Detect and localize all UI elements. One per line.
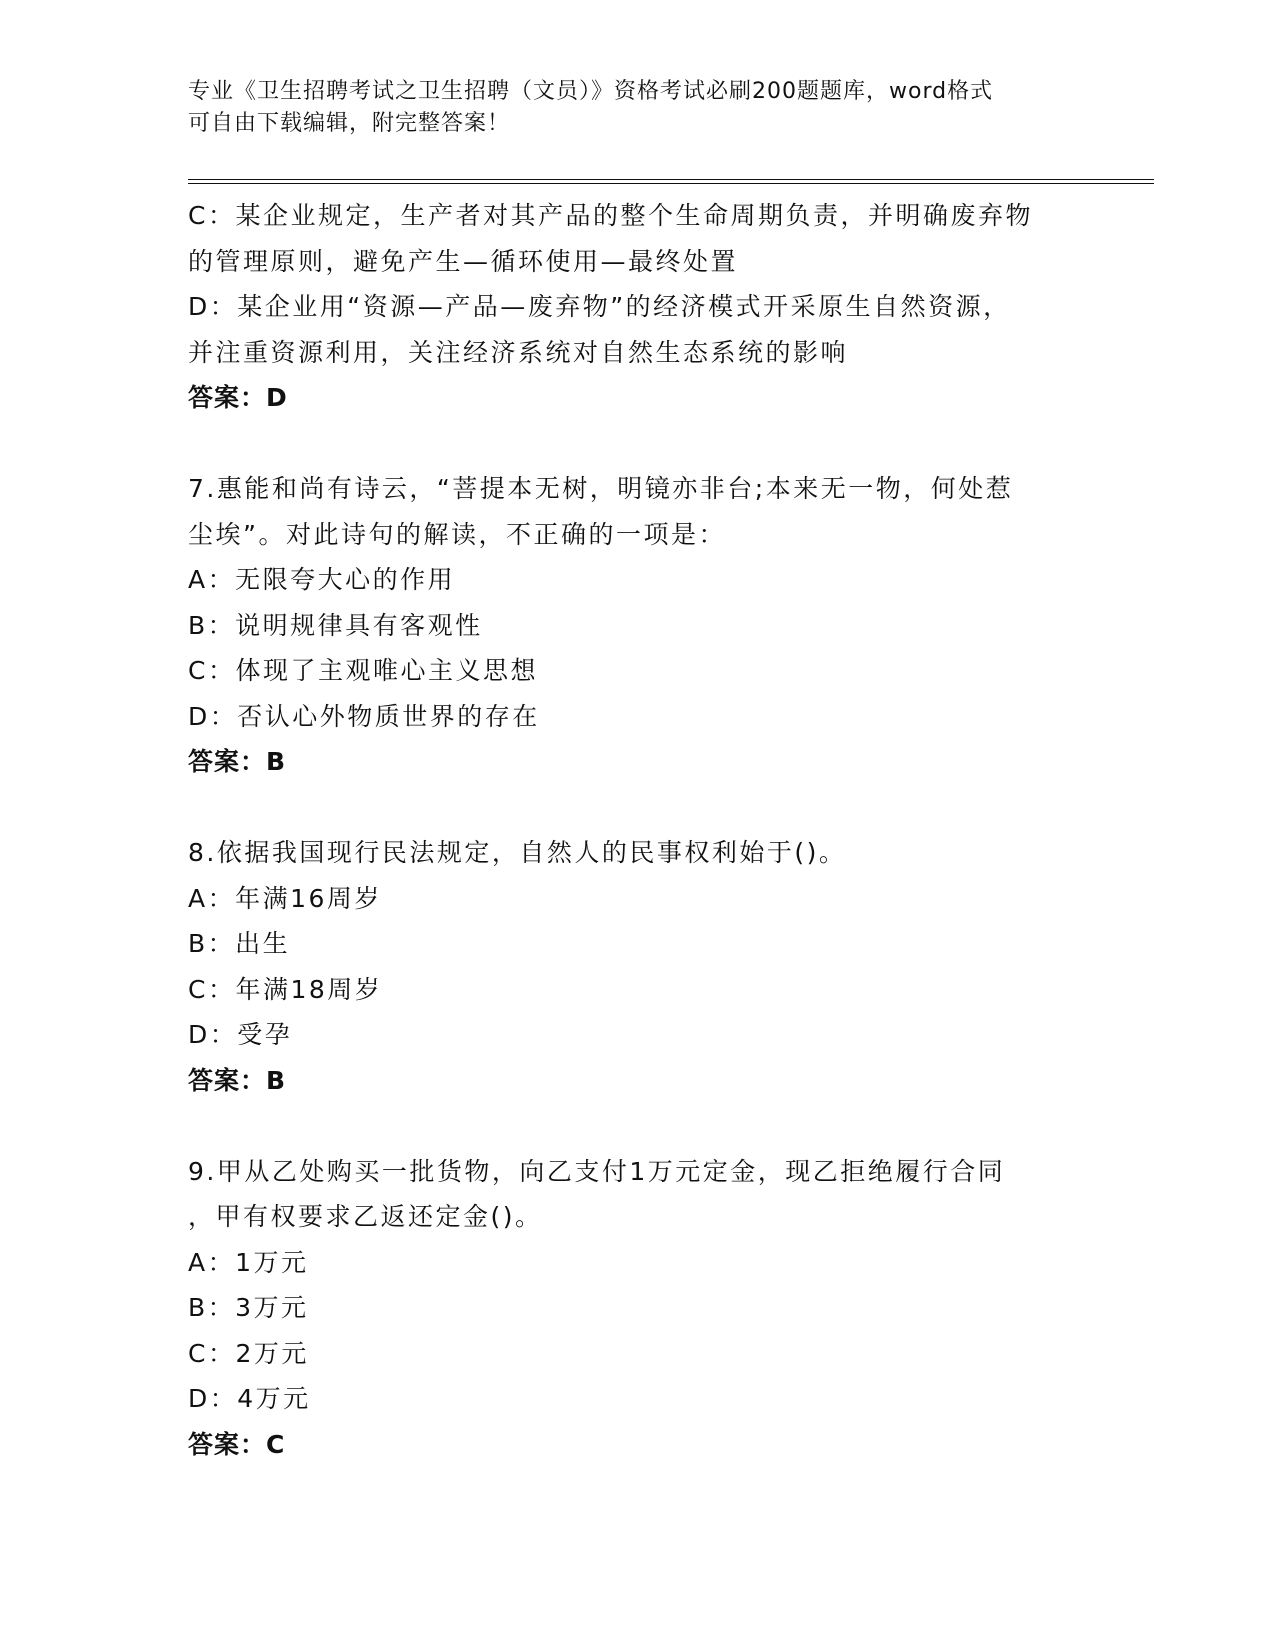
question-6 [188, 193, 1088, 421]
question-9 [188, 1149, 1088, 1468]
option-d: D：否认心外物质世界的存在 [188, 701, 540, 731]
header-rule-bottom [188, 183, 1154, 184]
question-stem-line-2: ，甲有权要求乙返还定金()。 [188, 1202, 543, 1231]
spacer [188, 421, 1088, 467]
question-stem-line-1: 9.甲从乙处购买一批货物，向乙支付1万元定金，现乙拒绝履行合同 [188, 1156, 1006, 1186]
question-stem-line-1: 7.惠能和尚有诗云，“菩提本无树，明镜亦非台;本来无一物，何处惹 [188, 474, 1014, 503]
option-c: C：年满18周岁 [188, 974, 383, 1004]
option-a: A：1万元 [188, 1247, 309, 1277]
option-d: D：4万元 [188, 1384, 311, 1413]
option-c: C：体现了主观唯心主义思想 [188, 656, 538, 685]
spacer [188, 785, 1088, 831]
option-c: C：2万元 [188, 1338, 309, 1368]
document-header [188, 76, 1068, 140]
header-line-1: 专业《卫生招聘考试之卫生招聘（文员）》资格考试必刷200题题库，word格式 [188, 79, 994, 104]
question-stem-line-2: 尘埃”。对此诗句的解读，不正确的一项是： [188, 519, 726, 549]
header-line-2: 可自由下载编辑，附完整答案！ [188, 111, 511, 136]
option-d: D：受孕 [188, 1020, 293, 1049]
answer: 答案：B [188, 747, 287, 776]
question-list [188, 193, 1088, 1467]
question-8 [188, 830, 1088, 1103]
option-c-line-1: C：某企业规定，生产者对其产品的整个生命周期负责，并明确废弃物 [188, 201, 1033, 230]
spacer [188, 1103, 1088, 1149]
header-rule-top [188, 179, 1154, 180]
option-b: B：出生 [188, 929, 291, 958]
option-a: A：年满16周岁 [188, 883, 382, 913]
answer: 答案：B [188, 1065, 287, 1095]
option-b: B：3万元 [188, 1293, 309, 1322]
option-d-line-2: 并注重资源利用，关注经济系统对自然生态系统的影响 [188, 337, 849, 367]
option-d-line-1: D：某企业用“资源—产品—废弃物”的经济模式开采原生自然资源， [188, 292, 1011, 321]
option-b: B：说明规律具有客观性 [188, 610, 483, 640]
option-a: A：无限夸大心的作用 [188, 565, 456, 594]
question-7 [188, 466, 1088, 785]
option-c-line-2: 的管理原则，避免产生—循环使用—最终处置 [188, 246, 739, 276]
question-stem: 8.依据我国现行民法规定，自然人的民事权利始于()。 [188, 838, 847, 867]
answer: 答案：D [188, 383, 288, 412]
answer: 答案：C [188, 1429, 286, 1459]
